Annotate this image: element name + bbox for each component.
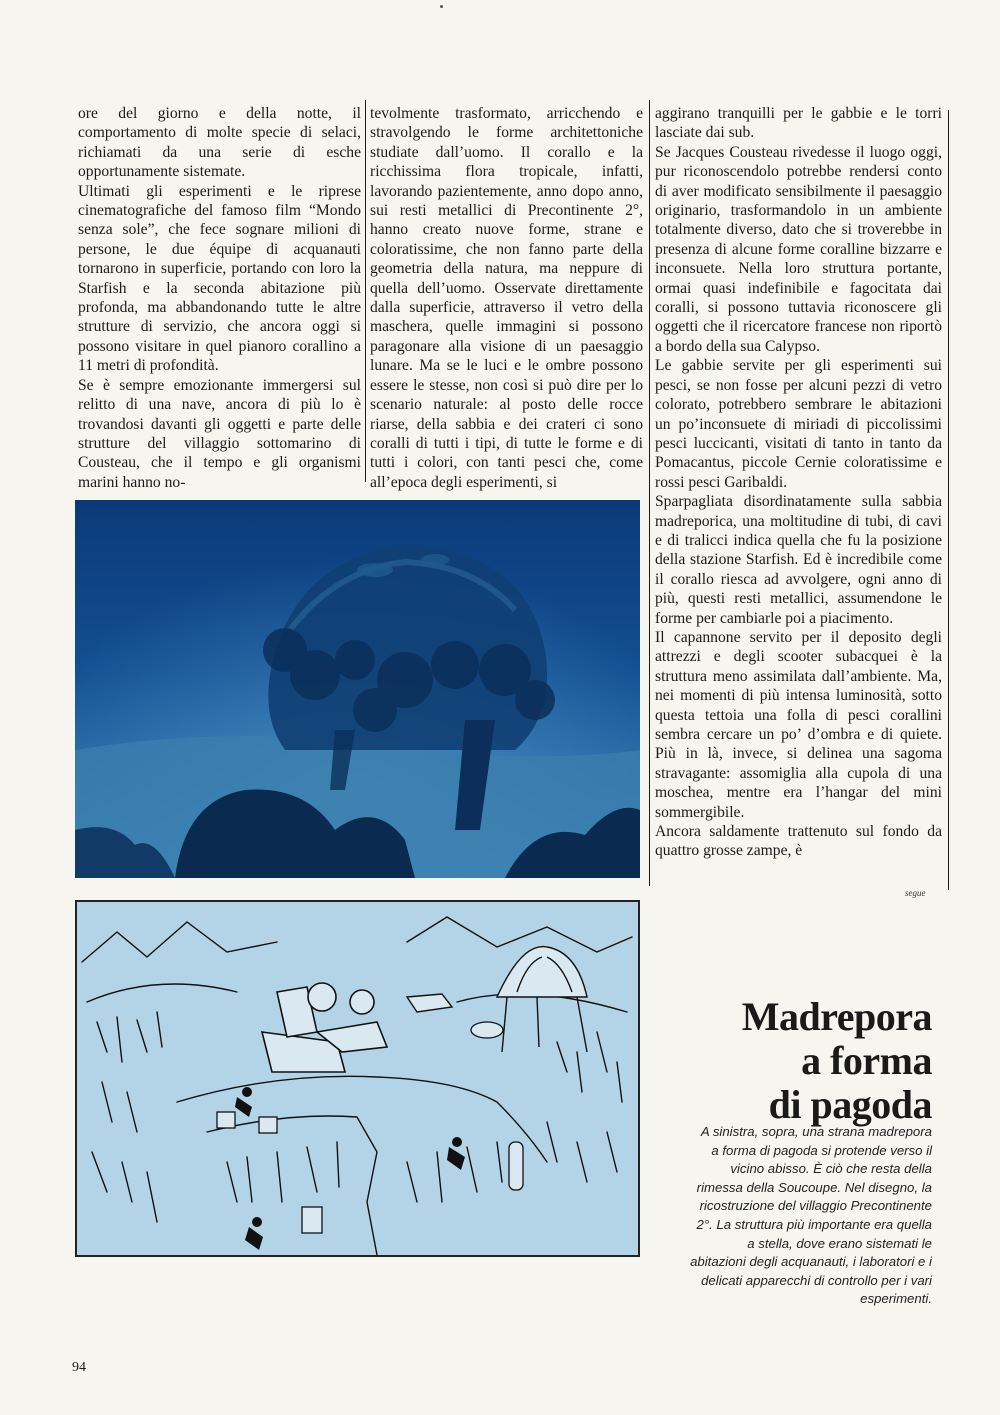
column-rule: [365, 100, 366, 482]
photo-caption: A sinistra, sopra, una strana madrepora a forma di pagoda si protende verso il vicino abisso. È ciò che resta della rimessa della Soucoupe. Nel disegno, la ricostruzione del villaggio Precontinente 2°. La struttura più importante era quella a stella, dove erano sistemati le abitazioni degli acquanauti, i laboratori e i delicati apparecchi di controllo per i vari esperimenti.: [690, 1124, 932, 1307]
text-column-3: [655, 104, 942, 861]
village-drawing: [75, 900, 640, 1257]
continued-label: segue: [905, 888, 926, 898]
print-mark: [440, 5, 443, 8]
drawing-graphic: [77, 902, 638, 1255]
underwater-photo: [75, 500, 640, 878]
column-rule: [948, 110, 949, 890]
paragraph: Ultimati gli esperimenti e le riprese cinematografiche del famoso film “Mondo senza sole”, che fece sognare milioni di persone, le due équipe di acquanauti tornarono in superficie, portando con loro la Starfish e la seconda abitazione più profonda, ma abbandonando tutte le altre strutture di servizio, che ancora oggi si possono visitare in quel pianoro corallino a 11 metri di profondità.: [78, 182, 361, 375]
page-number: 94: [72, 1360, 86, 1375]
text-column-2: [370, 104, 643, 492]
headline: [700, 995, 932, 1127]
paragraph: Se è sempre emozionante immergersi sul relitto di una nave, ancora di più lo è trovandosi davanti gli oggetti e parte delle strutture del villaggio sottomarino di Cousteau, che il tempo e gli organismi marini hanno no-: [78, 376, 361, 491]
headline-line: Madrepora: [741, 994, 932, 1039]
paragraph: Il capannone servito per il deposito degli attrezzi e degli scooter subacquei è la struttura meno assimilata dall’ambiente. Ma, nei momenti di più intensa luminosità, sotto questa tettoia una folla di pesci corallini sembra cercare un po’ d’ombra e di quiete. Più in là, invece, si delinea una sagoma stravagante: assomiglia alla cupola di una moschea, mentre era l’hangar del mini sommergibile.: [655, 628, 942, 821]
paragraph: Le gabbie servite per gli esperimenti sui pesci, se non fosse per alcuni pezzi di vetro colorato, potrebbero sembrare le abitazioni un po’inconsuete di miriadi di piccolissimi pesci luccicanti, visitati di tanto in tanto da Pomacantus, piccole Cernie coloratissime e rossi pesci Garibaldi.: [655, 357, 942, 491]
photo-graphic: [75, 500, 640, 878]
paragraph: tevolmente trasformato, arricchendo e stravolgendo le forme architettoniche studiate dall’uomo. Il corallo e la ricchissima flora tropicale, infatti, lavorando pazientemente, anno dopo anno, sui resti metallici di Precontinente 2°, hanno creato nuove forme, strane e coloratissime, che non fanno parte della geometria della natura, ma neppure di quella dell’uomo. Osservate direttamente dalla superficie, attraverso il vetro della maschera, quelle immagini si possono paragonare alla visione di un paesaggio lunare. Ma se le luci e le ombre possono essere le stesse, non così si può dire per lo scenario naturale: al posto delle rocce riarse, della sabbia e dei crateri ci sono coralli di tutti i tipi, di tutte le forme e di tutti i colori, con tanti pesci che, come all’epoca degli esperimenti, si: [370, 105, 643, 491]
column-rule: [649, 100, 650, 886]
headline-line: a forma: [801, 1038, 932, 1083]
paragraph: Ancora saldamente trattenuto sul fondo da quattro grosse zampe, è: [655, 823, 942, 860]
paragraph: Se Jacques Cousteau rivedesse il luogo oggi, pur riconoscendolo potrebbe rendersi conto di aver modificato sensibilmente il paesaggio originario, trasformandolo in un ambiente totalmente diverso, dato che si troverebbe in presenza di alcune forme coralline bizzarre e inconsuete. Nella loro struttura portante, ormai quasi indefinibile e fagocitata dai coralli, si possono tuttavia riconoscere gli oggetti che il ricercatore francese non riportò a bordo della sua Calypso.: [655, 143, 942, 355]
paragraph: Sparpagliata disordinatamente sulla sabbia madreporica, una moltitudine di tubi, di cavi e di tralicci indica quella che fu la posizione della stazione Starfish. Ed è incredibile come il corallo riesca ad avvolgere, ogni anno di più, questi resti metallici, assumendone le forme per cambiarle poi a piacimento.: [655, 493, 942, 627]
paragraph: ore del giorno e della notte, il comportamento di molte specie di selaci, richiamati da una serie di esche opportunamente sistemate.: [78, 105, 361, 181]
paragraph: aggirano tranquilli per le gabbie e le torri lasciate dai sub.: [655, 105, 942, 142]
text-column-1: [78, 104, 361, 492]
headline-line: di pagoda: [768, 1082, 932, 1127]
